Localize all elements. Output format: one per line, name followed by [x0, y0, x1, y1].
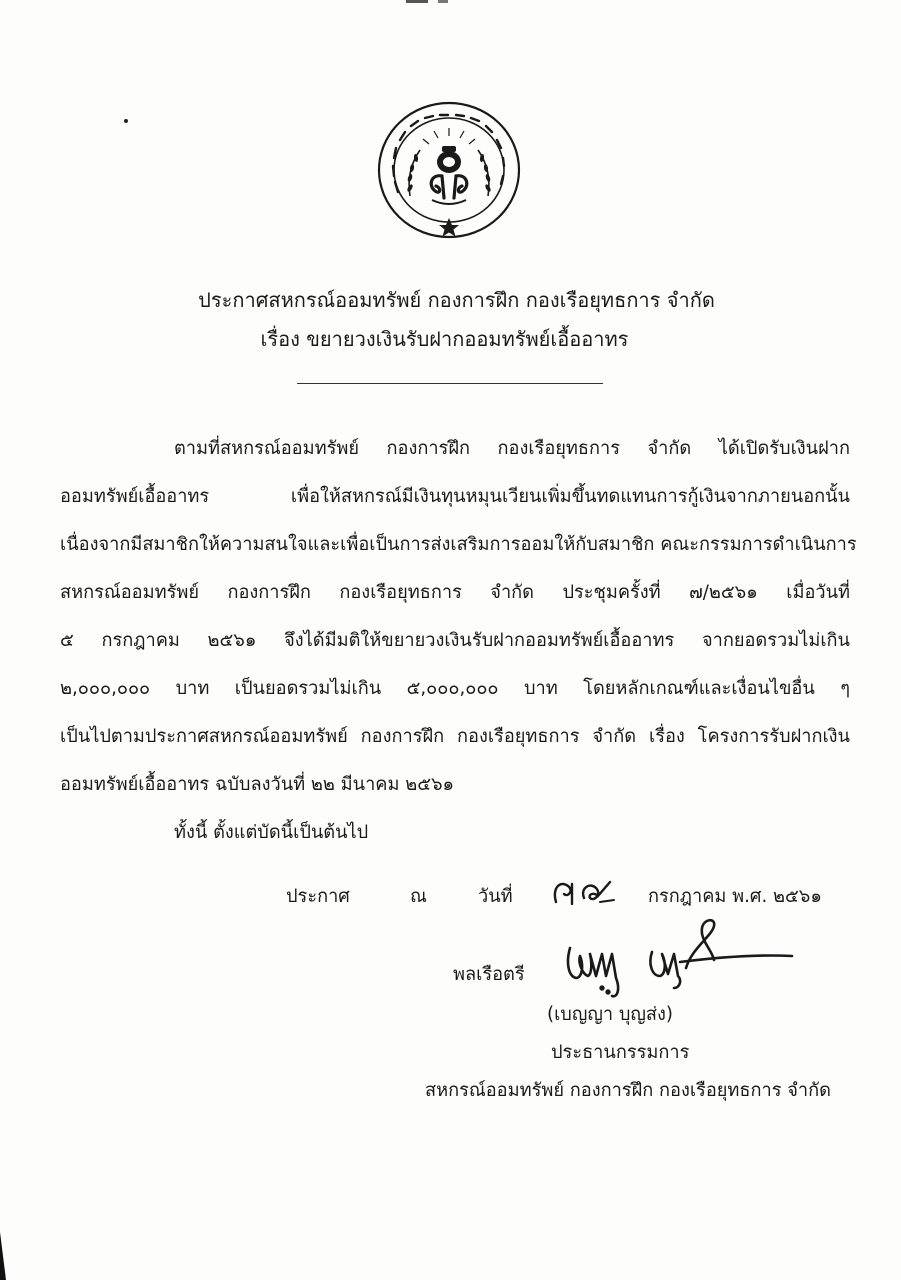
top-edge-mark: [398, 0, 478, 4]
body-line: ตามที่สหกรณ์ออมทรัพย์ กองการฝึก กองเรือยุทธการ จำกัด ได้เปิดรับเงินฝาก: [174, 438, 850, 459]
body-line: เป็นไปตามประกาศสหกรณ์ออมทรัพย์ กองการฝึก กองเรือยุทธการ จำกัด เรื่อง โครงการรับฝากเงิน: [60, 726, 850, 747]
day-label: วันที่: [478, 886, 513, 907]
signatory-name: (เบญญา บุญส่ง): [547, 1004, 673, 1025]
signatory-rank: พลเรือตรี: [453, 964, 525, 985]
at-label: ณ: [410, 886, 427, 907]
body-line: ๒,๐๐๐,๐๐๐ บาท เป็นยอดรวมไม่เกิน ๕,๐๐๐,๐๐๐ บาท โดยหลักเกณฑ์และเงื่อนไขอื่น ๆ: [60, 678, 850, 699]
announcement-title: ประกาศสหกรณ์ออมทรัพย์ กองการฝึก กองเรือยุทธการ จำกัด: [198, 288, 715, 312]
body-line: ออมทรัพย์เอื้ออาทร เพื่อให้สหกรณ์มีเงินทุนหมุนเวียนเพิ่มขึ้นทดแทนการกู้เงินจากภายนอกนั้น: [60, 486, 850, 507]
handwritten-signature: [562, 918, 802, 998]
cooperative-seal-emblem: [376, 100, 522, 240]
title-divider: [297, 383, 603, 384]
announced-label: ประกาศ: [286, 886, 350, 907]
month-year: กรกฎาคม พ.ศ. ๒๕๖๑: [648, 886, 822, 907]
ink-speck: [124, 119, 128, 123]
signatory-organization: สหกรณ์ออมทรัพย์ กองการฝึก กองเรือยุทธการ จำกัด: [425, 1080, 831, 1101]
scan-edge-shadow: [0, 1232, 10, 1280]
body-line: ๕ กรกฎาคม ๒๕๖๑ จึงได้มีมติให้ขยายวงเงินรับฝากออมทรัพย์เอื้ออาทร จากยอดรวมไม่เกิน: [60, 630, 850, 651]
announcement-subject: เรื่อง ขยายวงเงินรับฝากออมทรัพย์เอื้ออาทร: [260, 327, 629, 351]
body-line-final: ออมทรัพย์เอื้ออาทร ฉบับลงวันที่ ๒๒ มีนาคม ๒๕๖๑: [60, 774, 455, 795]
body-line: สหกรณ์ออมทรัพย์ กองการฝึก กองเรือยุทธการ จำกัด ประชุมครั้งที่ ๗/๒๕๖๑ เมื่อวันที่: [60, 582, 850, 603]
closing-statement: ทั้งนี้ ตั้งแต่บัดนี้เป็นต้นไป: [174, 822, 369, 843]
signatory-position: ประธานกรรมการ: [551, 1042, 690, 1063]
handwritten-day-number: [550, 874, 622, 908]
body-line: เนื่องจากมีสมาชิกให้ความสนใจและเพื่อเป็นการส่งเสริมการออมให้กับสมาชิก คณะกรรมการดำเนินการ: [60, 534, 857, 555]
